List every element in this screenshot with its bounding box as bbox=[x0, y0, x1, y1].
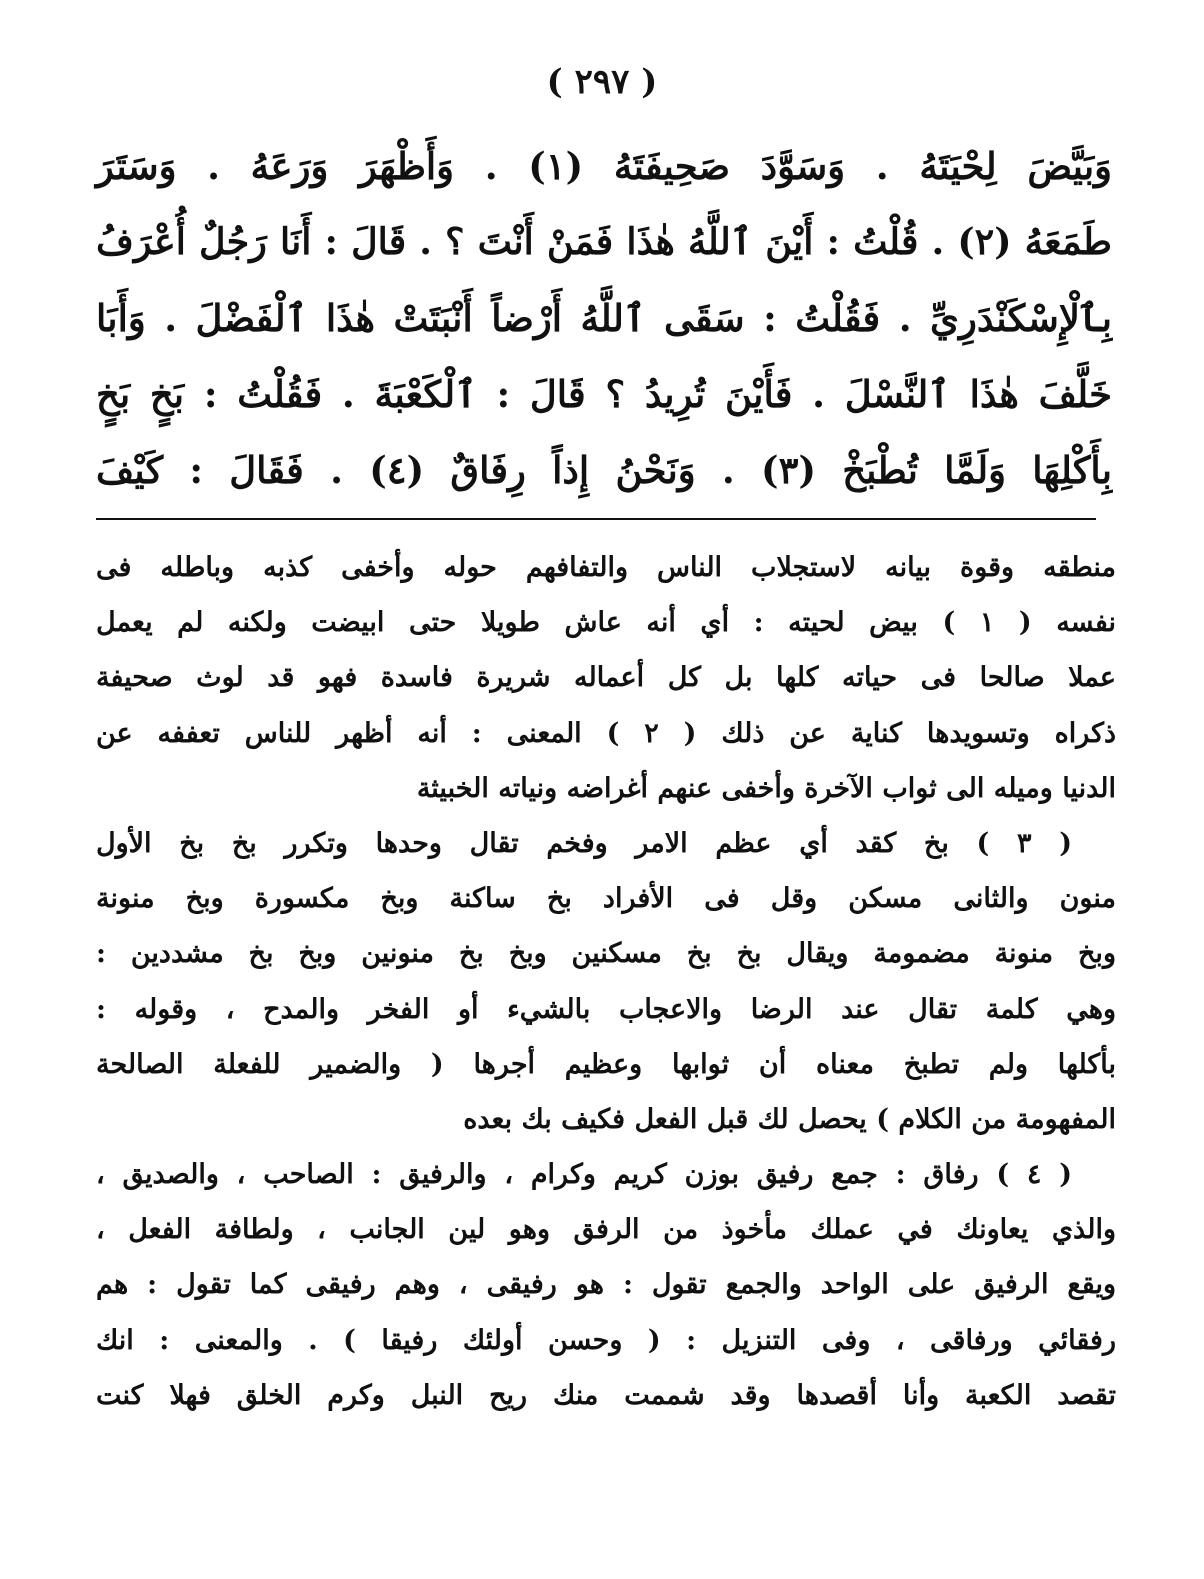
footnotes bbox=[96, 540, 1116, 1423]
footnote-line: والذي يعاونك في عملك مأخوذ من الرفق وهو لين الجانب ، ولطافة الفعل ، bbox=[96, 1214, 1116, 1246]
footnote-line: ويقع الرفيق على الواحد والجمع تقول : هو رفيقى ، وهم رفيقى كما تقول : هم bbox=[96, 1269, 1116, 1301]
footnote-line: بأكلها ولم تطبخ معناه أن ثوابها وعظيم أجرها ( والضمير للفعلة الصالحة bbox=[96, 1048, 1116, 1080]
footnote-line: تقصد الكعبة وأنا أقصدها وقد شممت منك ريح النبل وكرم الخلق فهلا كنت bbox=[96, 1379, 1116, 1411]
footnote-line: عملا صالحا فى حياته كلها بل كل أعماله شريرة فاسدة فهو قد لوث صحيفة bbox=[96, 662, 1116, 694]
footnote-line: الدنيا وميله الى ثواب الآخرة وأخفى عنهم أغراضه ونياته الخبيثة bbox=[416, 772, 1116, 804]
footnote-line: منطقه وقوة بيانه لاستجلاب الناس والتفافهم حوله وأخفى كذبه وباطله فى bbox=[96, 552, 1116, 583]
footnote-divider bbox=[96, 518, 1096, 520]
page-number: ( ٢٩٧ ) bbox=[546, 62, 658, 102]
footnote-line: رفقائي ورفاقى ، وفى التنزيل : ( وحسن أولئك رفيقا ) . والمعنى : انك bbox=[96, 1324, 1116, 1356]
main-text bbox=[96, 128, 1112, 508]
footnote-line: ذكراه وتسويدها كناية عن ذلك ( ٢ ) المعنى : أنه أظهر للناس تعففه عن bbox=[96, 717, 1116, 749]
footnote-line: وبخ منونة مضمومة ويقال بخ بخ مسكنين وبخ بخ منونين وبخ بخ مشددين : bbox=[96, 938, 1116, 970]
footnote-line: نفسه ( ١ ) بيض لحيته : أي أنه عاش طويلا حتى ابيضت ولكنه لم يعمل bbox=[96, 607, 1116, 639]
main-text-line: بِٱلْإِسْكَنْدَرِيِّ . فَقُلْتُ : سَقَى ٱللَّهُ أَرْضاً أَنْبَتَتْ هٰذَا ٱلْفَضْلَ . وَأَبَا bbox=[96, 296, 1112, 340]
footnote-line: المفهومة من الكلام ) يحصل لك قبل الفعل فكيف بك بعده bbox=[463, 1103, 1116, 1135]
main-text-line: وَبَيَّضَ لِحْيَتَهُ . وَسَوَّدَ صَحِيفَتَهُ (١) . وَأَظْهَرَ وَرَعَهُ . وَسَتَرَ bbox=[96, 144, 1112, 188]
footnote-line: وهي كلمة تقال عند الرضا والاعجاب بالشيء أو الفخر والمدح ، وقوله : bbox=[96, 993, 1116, 1025]
main-text-line: بِأَكْلِهَا وَلَمَّا تُطْبَخْ (٣) . وَنَحْنُ إِذاً رِفَاقٌ (٤) . فَقَالَ : كَيْفَ bbox=[96, 448, 1112, 492]
footnote-line: ( ٣ ) بخ كقد أي عظم الامر وفخم تقال وحدها وتكرر بخ بخ الأول bbox=[96, 827, 1072, 859]
footnote-line: ( ٤ ) رفاق : جمع رفيق بوزن كريم وكرام ، والرفيق : الصاحب ، والصديق ، bbox=[96, 1159, 1072, 1191]
main-text-line: طَمَعَهُ (٢) . قُلْتُ : أَيْنَ ٱللَّهُ هٰذَا فَمَنْ أَنْتَ ؟ . قَالَ : أَنَا رَجُلٌ أُعْرَفُ bbox=[96, 220, 1112, 263]
main-text-line: خَلَّفَ هٰذَا ٱلنَّسْلَ . فَأَيْنَ تُرِيدُ ؟ قَالَ : ٱلْكَعْبَةَ . فَقُلْتُ : بَخٍ بَخٍ bbox=[96, 372, 1112, 416]
footnote-line: منون والثانى مسكن وقل فى الأفراد بخ ساكنة وبخ مكسورة وبخ منونة bbox=[96, 883, 1116, 915]
